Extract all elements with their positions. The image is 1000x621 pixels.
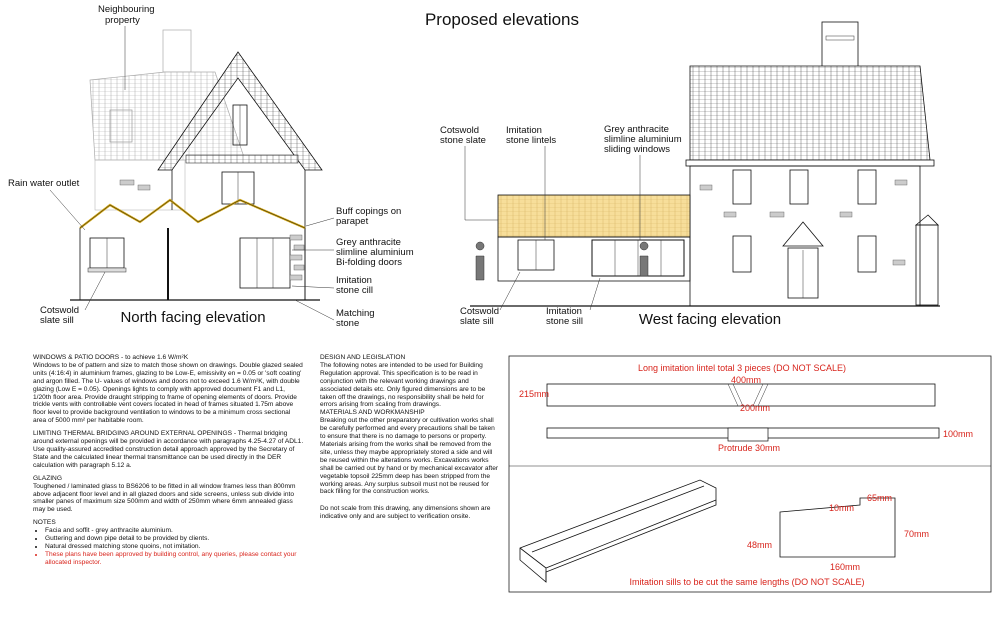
label-imitation-cill-1: Imitation [336, 275, 372, 286]
label-matching-2: stone [336, 318, 360, 329]
dim-160: 160mm [830, 562, 861, 572]
notes-list [33, 527, 305, 567]
dim-200: 200mm [740, 403, 771, 413]
dim-215: 215mm [519, 389, 550, 399]
north-heading: North facing elevation [120, 309, 266, 326]
label-cotswold-slate-2: stone slate [440, 135, 486, 146]
glazing-heading: GLAZING [33, 474, 62, 482]
protrude: Protrude 30mm [718, 443, 781, 453]
label-sliding-3: sliding windows [604, 144, 671, 155]
label-lintels-1: Imitation [506, 125, 542, 136]
label-neighbouring-1: Neighbouring [98, 4, 155, 15]
notes-item: • Natural dressed matching stone quoins, not imitation. [45, 543, 305, 551]
label-bifold: Bi-folding doors [336, 257, 403, 268]
dim-65: 65mm [867, 493, 893, 503]
notes-item-red: • These plans have been approved by building control, any queries, please contact your allocated inspector. [45, 551, 305, 567]
label-grey-2: slimline aluminium [336, 247, 414, 258]
label-imitation-sill-1: Imitation [546, 306, 582, 317]
dim-100: 100mm [943, 429, 974, 439]
lintel-title: Long imitation lintel total 3 pieces (DO NOT SCALE) [638, 363, 846, 373]
notes-mid [320, 354, 500, 521]
dim-10: 10mm [829, 503, 855, 513]
label-matching-1: Matching [336, 308, 375, 319]
label-imitation-sill-2: stone sill [546, 316, 583, 327]
dim-70: 70mm [904, 529, 930, 539]
west-heading: West facing elevation [638, 311, 782, 328]
label-buff-2: parapet [336, 216, 369, 227]
label-lintels-2: stone lintels [506, 135, 557, 146]
notes-left [33, 354, 305, 567]
thermal-heading: LIMITING THERMAL BRIDGING AROUND EXTERNAL OPENINGS - Thermal bridging around external openings will be provided in accordance with paragraphs 4.25-4.27 of ADL1. [33, 430, 304, 446]
label-imitation-cill-2: stone cill [336, 285, 373, 296]
thermal-text: Use quality-assured accredited construction detail approach approved by the Secretary of State and the calculated linear thermal transmittance can be used directly in the DER calculation with paragraph 5.12 a. [33, 445, 295, 469]
sill-title: Imitation sills to be cut the same lengths (DO NOT SCALE) [629, 577, 865, 587]
west-elevation [440, 22, 940, 328]
label-cotswold-sill-2: slate sill [40, 315, 74, 326]
label-west-cotswold-sill-1: Cotswold [460, 306, 500, 317]
label-west-cotswold-sill-2: slate sill [460, 316, 494, 327]
label-sliding-2: slimline aluminium [604, 134, 682, 145]
dim-48: 48mm [747, 540, 773, 550]
north-elevation [8, 4, 414, 329]
dim-400: 400mm [731, 375, 762, 385]
design-heading: DESIGN AND LEGISLATION [320, 354, 406, 361]
label-neighbouring-2: property [105, 15, 140, 26]
label-grey-1: Grey anthracite [336, 237, 401, 248]
windows-heading: WINDOWS & PATIO DOORS - to achieve 1.6 W/m²K [33, 354, 189, 361]
scale-text: Do not scale from this drawing, any dimensions shown are indicative only and are subject to verification onsite. [320, 505, 491, 521]
design-text: The following notes are intended to be used for Building Regulation approval. This specification is to be read in conjunction with the relevant working drawings and associated details etc. Only figured dimensions are to be taken off the drawings, no responsibility shall be held for errors arising from scaling from drawings. [320, 361, 486, 409]
label-buff-1: Buff copings on [336, 206, 402, 217]
notes-heading: NOTES [33, 519, 56, 527]
materials-heading: MATERIALS AND WORKMANSHIP [320, 409, 425, 417]
drawing-title: Proposed elevations [424, 10, 580, 29]
glazing-text: Toughened / laminated glass to BS6206 to be fitted in all window frames less than 800mm above adjacent floor level and in all glazed doors and side screens, unless sub divide into smaller panes of maximum size 500mm and width of 250mm where 6mm annealed glass may be used. [33, 482, 296, 514]
notes-item: • Guttering and down pipe detail to be provided by clients. [45, 535, 305, 543]
lintel-sill-detail [509, 356, 991, 592]
label-cotswold-sill-1: Cotswold [40, 305, 80, 316]
notes-item: • Facia and soffit - grey anthracite aluminium. [45, 527, 305, 535]
label-rainwater: Rain water outlet [8, 178, 80, 189]
materials-text: Breaking out the other preparatory or cultivation works shall be carefully performed and every precautions shall be taken to ensure that there is no damage to persons or property. Materials arising from the works shall be removed from the site, unless they maybe appropriately stored a side and will be reused within the alterations works. Excavations works shall be carried out by hand or by mechanical excavator after vegetable topsoil 225mm deep has been stripped from the working areas. Any surplus subsoil must not be reused for back filling for the construction works. [320, 417, 499, 496]
label-cotswold-slate-1: Cotswold [440, 125, 480, 136]
windows-text: Windows to be of pattern and size to match those shown on drawings. Double glazed sealed units (4:16:4) in aluminium frames, glazing to be Low-E, emissivity en = 0.05 or 'soft coating' and argon filled. The U- values of windows and doors not to exceed 1.6 W/m²K, with double glazing (Low E = 0.05). Openings lights to comply with approved document F1 and L1, 1/20th floor area. Provide draught stripping to frame of opening elements of doors. Provide trickle vents with controllable vent covers located in head of frames situated 1.75m above floor level to provide background ventilation to windows to be a minimum cross sectional area of 5000 mm² per habitable room. [33, 361, 303, 425]
label-sliding-1: Grey anthracite [604, 124, 669, 135]
